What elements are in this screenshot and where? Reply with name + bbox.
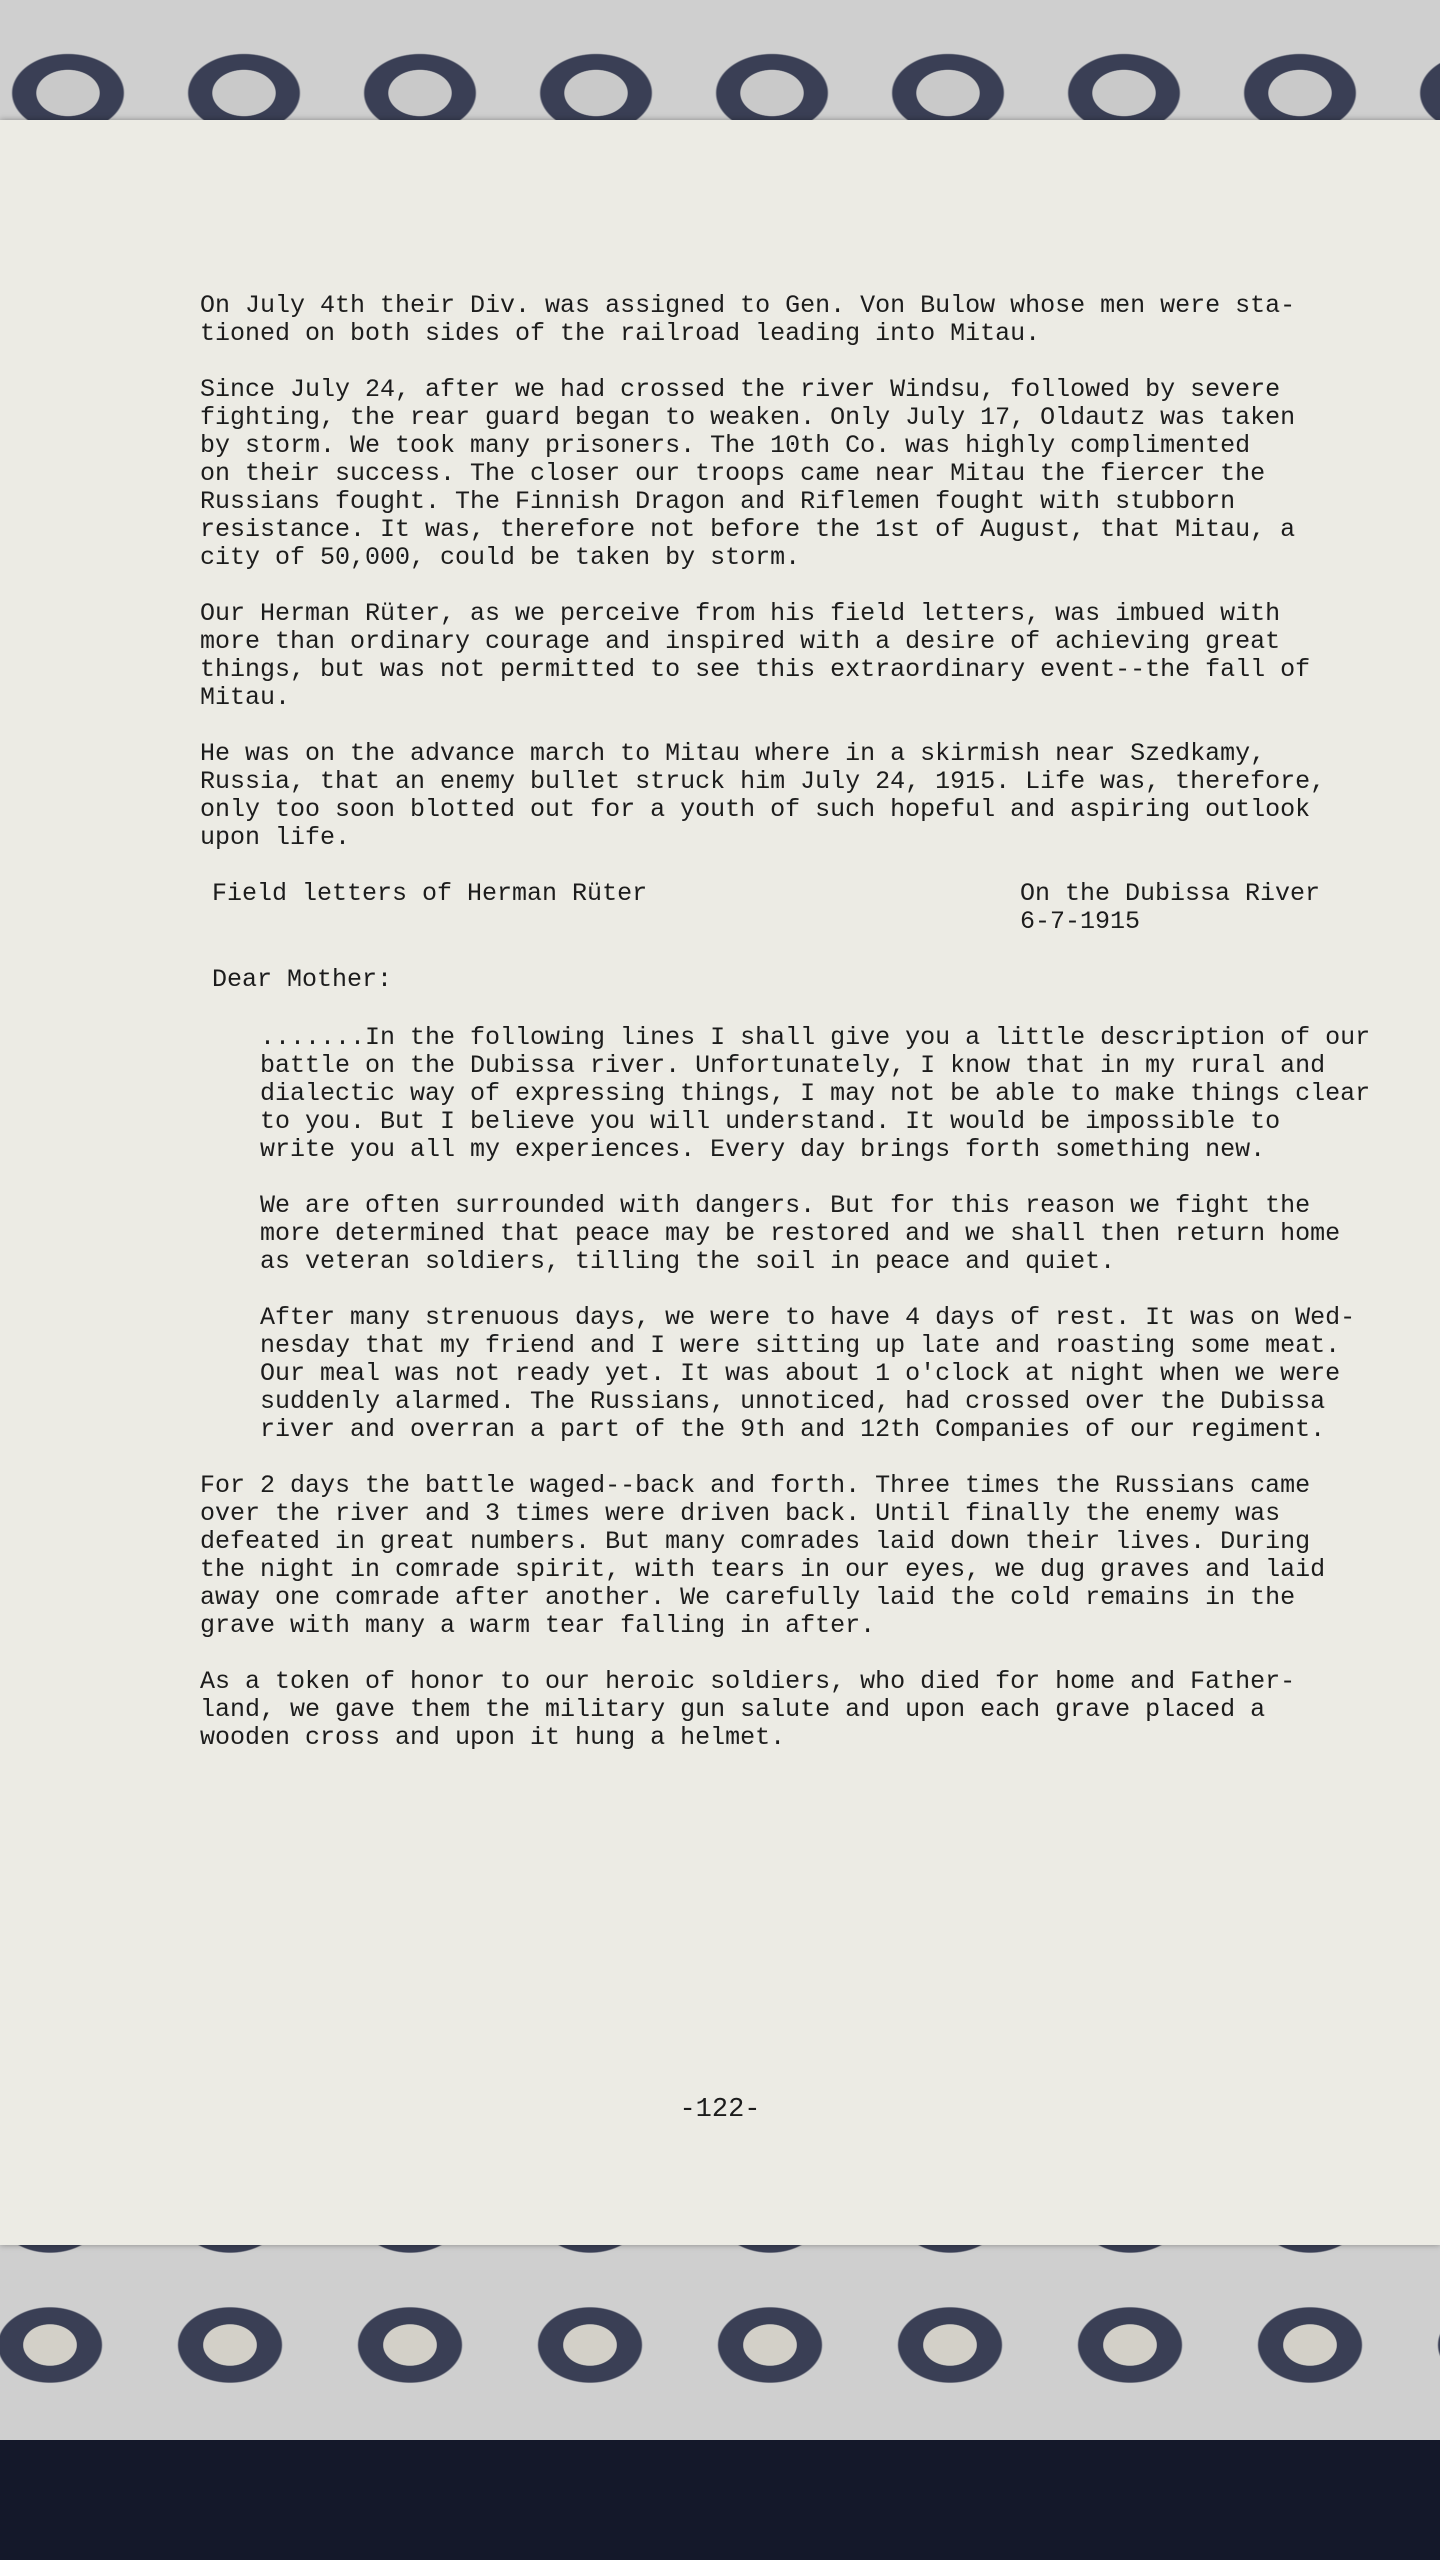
letter-salutation: Dear Mother: — [212, 965, 393, 994]
tablecloth-pattern-bottom — [0, 2240, 1440, 2440]
letter-heading-location-date: On the Dubissa River 6-7-1915 — [1020, 879, 1321, 936]
letter-paragraph-alarm: After many strenuous days, we were to have 4 days of rest. It was on Wed- nesday that my friend and I were sitting up late and roasting some meat. Our meal was not ready yet. It was about 1 o'clock at night when we were suddenly alarmed. The Russians, unnoticed, had crossed over the Dubissa river and overran a part of the 9th and 12th Companies of our regiment. — [260, 1303, 1356, 1444]
typed-page — [0, 120, 1440, 2245]
letter-body — [200, 1024, 1380, 1752]
letter-paragraph-honor: As a token of honor to our heroic soldiers, who died for home and Father- land, we gave them the military gun salute and upon each grave placed a wooden cross and upon it hung a helmet. — [200, 1667, 1296, 1752]
letter-paragraph-description: .......In the following lines I shall give you a little description of our battle on the Dubissa river. Unfortunately, I know that in my rural and dialectic way of expressing things, I may not be able to make things clear to you. But I believe you will understand. It would be impossible to write you all my experiences. Every day brings forth something new. — [260, 1023, 1371, 1164]
letter-paragraph-battle: For 2 days the battle waged--back and forth. Three times the Russians came over the river and 3 times were driven back. Until finally the enemy was defeated in great numbers. But many comrades laid down their lives. During the night in comrade spirit, with tears in our eyes, we dug graves and laid away one comrade after another. We carefully laid the cold remains in the grave with many a warm tear falling in after. — [200, 1471, 1326, 1640]
paragraph-herman-courage: Our Herman Rüter, as we perceive from his field letters, was imbued with more than ordinary courage and inspired with a desire of achieving great things, but was not permitted to see this extraordinary event--the fall of Mitau. — [200, 599, 1311, 712]
paragraph-windsu-crossing: Since July 24, after we had crossed the river Windsu, followed by severe fighting, the rear guard began to weaken. Only July 17, Oldautz was taken by storm. We took many prisoners. The 10th Co. was highly complimented on their success. The closer our troops came near Mitau the fiercer the Russians fought. The Finnish Dragon and Riflemen fought with stubborn resistance. It was, therefore not before the 1st of August, that Mitau, a city of 50,000, could be taken by storm. — [200, 375, 1296, 572]
page-number: -122- — [679, 2095, 761, 2125]
letter-paragraph-dangers: We are often surrounded with dangers. But for this reason we fight the more determined that peace may be restored and we shall then return home as veteran soldiers, tilling the soil in peace and quiet. — [260, 1191, 1341, 1276]
letter-heading-title: Field letters of Herman Rüter — [212, 879, 648, 908]
letter-heading — [212, 880, 1380, 936]
page-content — [200, 292, 1380, 1780]
paragraph-division-assignment: On July 4th their Div. was assigned to Gen. Von Bulow whose men were sta- tioned on both sides of the railroad leading into Mitau. — [200, 291, 1296, 348]
paragraph-skirmish-death: He was on the advance march to Mitau where in a skirmish near Szedkamy, Russia, that an enemy bullet struck him July 24, 1915. Life was, therefore, only too soon blotted out for a youth of such hopeful and aspiring outlook upon life. — [200, 739, 1326, 852]
